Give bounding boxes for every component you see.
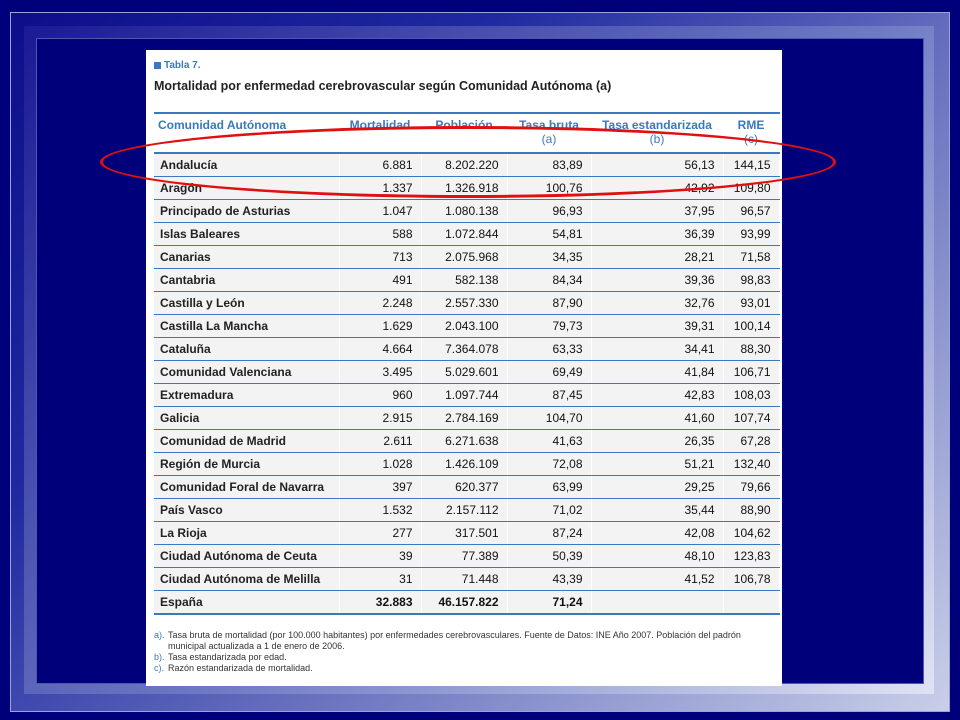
table-cell: 83,89 (507, 153, 591, 177)
column-header-label: RME (737, 118, 765, 132)
table-cell: 51,21 (591, 453, 723, 476)
table-cell: 98,83 (723, 269, 779, 292)
table-cell: 41,63 (507, 430, 591, 453)
table-cell: 4.664 (339, 338, 421, 361)
table-cell: 77.389 (421, 545, 507, 568)
row-label: Aragón (154, 177, 339, 200)
table-cell: 960 (339, 384, 421, 407)
column-header (421, 113, 507, 153)
table-cell: 34,35 (507, 246, 591, 269)
table-notes (154, 630, 774, 674)
table-row (154, 522, 779, 545)
table-cell: 93,99 (723, 223, 779, 246)
table-row (154, 407, 779, 430)
row-label: Castilla La Mancha (154, 315, 339, 338)
note-item (154, 652, 774, 663)
table-row (154, 361, 779, 384)
table-cell: 2.557.330 (421, 292, 507, 315)
table-cell: 46.157.822 (421, 591, 507, 615)
table-cell: 87,24 (507, 522, 591, 545)
note-item (154, 663, 774, 674)
table-cell: 1.080.138 (421, 200, 507, 223)
table-cell: 32.883 (339, 591, 421, 615)
table-cell: 713 (339, 246, 421, 269)
table-cell: 79,66 (723, 476, 779, 499)
column-header-label: Comunidad Autónoma (158, 118, 287, 132)
table-cell: 397 (339, 476, 421, 499)
table-cell: 107,74 (723, 407, 779, 430)
table-cell: 50,39 (507, 545, 591, 568)
table-cell: 582.138 (421, 269, 507, 292)
table-tag (154, 60, 201, 71)
table-cell: 2.043.100 (421, 315, 507, 338)
table-cell: 104,62 (723, 522, 779, 545)
column-header (591, 113, 723, 153)
table-cell: 1.028 (339, 453, 421, 476)
note-text: Tasa bruta de mortalidad (por 100.000 habitantes) por enfermedades cerebrovasculares. Fuente de Datos: INE Año 2007. Población del padrón municipal actualizada a 1 de enero de 2006. (168, 630, 741, 651)
row-label: País Vasco (154, 499, 339, 522)
table-cell: 88,30 (723, 338, 779, 361)
table-cell: 491 (339, 269, 421, 292)
column-header (154, 113, 339, 153)
table-cell: 1.532 (339, 499, 421, 522)
table-row (154, 200, 779, 223)
table-cell: 63,33 (507, 338, 591, 361)
table-cell: 2.784.169 (421, 407, 507, 430)
table-row (154, 223, 779, 246)
table-cell: 620.377 (421, 476, 507, 499)
column-header-note: (c) (744, 132, 758, 146)
row-label: Galicia (154, 407, 339, 430)
table-cell: 100,76 (507, 177, 591, 200)
table-cell: 317.501 (421, 522, 507, 545)
table-cell: 132,40 (723, 453, 779, 476)
row-label: Región de Murcia (154, 453, 339, 476)
table-row (154, 315, 779, 338)
table-figure (146, 50, 782, 686)
table-row (154, 545, 779, 568)
row-label: Comunidad Valenciana (154, 361, 339, 384)
column-header-note: (b) (649, 132, 665, 146)
table-cell: 32,76 (591, 292, 723, 315)
table-cell: 42,08 (591, 522, 723, 545)
table-cell: 1.047 (339, 200, 421, 223)
table-header-row (154, 113, 779, 153)
table-row (154, 338, 779, 361)
table-total-row (154, 591, 779, 615)
table-cell: 106,71 (723, 361, 779, 384)
table-cell: 1.337 (339, 177, 421, 200)
table-cell: 29,25 (591, 476, 723, 499)
table-cell: 109,80 (723, 177, 779, 200)
table-cell: 6.271.638 (421, 430, 507, 453)
table-row (154, 568, 779, 591)
table-cell: 72,08 (507, 453, 591, 476)
column-header-note: (a) (541, 132, 557, 146)
column-header-label: Tasa bruta (519, 118, 579, 132)
row-label: Canarias (154, 246, 339, 269)
table-cell: 2.248 (339, 292, 421, 315)
column-header (339, 113, 421, 153)
table-cell: 88,90 (723, 499, 779, 522)
table-cell: 8.202.220 (421, 153, 507, 177)
table-row (154, 499, 779, 522)
table-cell: 6.881 (339, 153, 421, 177)
table-cell: 1.097.744 (421, 384, 507, 407)
column-header-label: Población (435, 118, 493, 132)
table-cell: 87,90 (507, 292, 591, 315)
table-body (154, 153, 779, 614)
note-key: a). (154, 630, 165, 640)
table-cell: 42,83 (591, 384, 723, 407)
table-cell: 2.075.968 (421, 246, 507, 269)
table-row (154, 292, 779, 315)
row-label: Comunidad Foral de Navarra (154, 476, 339, 499)
table-cell: 96,57 (723, 200, 779, 223)
table-cell: 39,36 (591, 269, 723, 292)
table-cell: 41,84 (591, 361, 723, 384)
note-text: Tasa estandarizada por edad. (168, 652, 287, 662)
column-header-label: Mortalidad (349, 118, 411, 132)
table-cell: 41,60 (591, 407, 723, 430)
table-row (154, 453, 779, 476)
row-label: Comunidad de Madrid (154, 430, 339, 453)
note-item (154, 630, 774, 652)
table-cell: 7.364.078 (421, 338, 507, 361)
table-cell: 39,31 (591, 315, 723, 338)
table-cell: 28,21 (591, 246, 723, 269)
table-cell: 277 (339, 522, 421, 545)
table-cell: 2.157.112 (421, 499, 507, 522)
table-cell: 144,15 (723, 153, 779, 177)
table-cell: 1.629 (339, 315, 421, 338)
table-cell: 71,02 (507, 499, 591, 522)
table-cell: 54,81 (507, 223, 591, 246)
row-label: Cataluña (154, 338, 339, 361)
table-cell: 1.072.844 (421, 223, 507, 246)
table-row (154, 153, 779, 177)
table-cell: 123,83 (723, 545, 779, 568)
row-label: Islas Baleares (154, 223, 339, 246)
column-header (507, 113, 591, 153)
table-cell: 41,52 (591, 568, 723, 591)
table-cell (591, 591, 723, 615)
table-cell: 84,34 (507, 269, 591, 292)
row-label: Andalucía (154, 153, 339, 177)
table-cell (723, 591, 779, 615)
data-table (154, 112, 780, 615)
table-cell: 69,49 (507, 361, 591, 384)
table-cell: 48,10 (591, 545, 723, 568)
table-cell: 71.448 (421, 568, 507, 591)
table-cell: 5.029.601 (421, 361, 507, 384)
table-cell: 93,01 (723, 292, 779, 315)
table-cell: 96,93 (507, 200, 591, 223)
table-row (154, 269, 779, 292)
table-row (154, 430, 779, 453)
table-row (154, 177, 779, 200)
table-cell: 67,28 (723, 430, 779, 453)
note-key: b). (154, 652, 165, 662)
table-cell: 1.326.918 (421, 177, 507, 200)
table-title: Mortalidad por enfermedad cerebrovascular según Comunidad Autónoma (a) (154, 79, 612, 93)
note-text: Razón estandarizada de mortalidad. (168, 663, 313, 673)
table-cell: 63,99 (507, 476, 591, 499)
table-cell: 71,58 (723, 246, 779, 269)
column-header (723, 113, 779, 153)
table-row (154, 476, 779, 499)
column-header-label: Tasa estandarizada (602, 118, 712, 132)
square-icon (154, 62, 161, 69)
table-cell: 3.495 (339, 361, 421, 384)
table-cell: 26,35 (591, 430, 723, 453)
row-label: La Rioja (154, 522, 339, 545)
table-tag-label: Tabla 7. (164, 60, 201, 71)
table-cell: 588 (339, 223, 421, 246)
table-cell: 100,14 (723, 315, 779, 338)
row-label: Cantabria (154, 269, 339, 292)
table-cell: 36,39 (591, 223, 723, 246)
note-key: c). (154, 663, 164, 673)
row-label: Ciudad Autónoma de Ceuta (154, 545, 339, 568)
table-row (154, 246, 779, 269)
table-cell: 87,45 (507, 384, 591, 407)
table-cell: 106,78 (723, 568, 779, 591)
table-cell: 34,41 (591, 338, 723, 361)
table-cell: 42,92 (591, 177, 723, 200)
table-cell: 104,70 (507, 407, 591, 430)
row-label: España (154, 591, 339, 615)
table-cell: 2.915 (339, 407, 421, 430)
row-label: Extremadura (154, 384, 339, 407)
table-cell: 71,24 (507, 591, 591, 615)
table-cell: 108,03 (723, 384, 779, 407)
table-cell: 43,39 (507, 568, 591, 591)
table-row (154, 384, 779, 407)
table-cell: 79,73 (507, 315, 591, 338)
table-cell: 35,44 (591, 499, 723, 522)
table-cell: 31 (339, 568, 421, 591)
row-label: Castilla y León (154, 292, 339, 315)
table-cell: 1.426.109 (421, 453, 507, 476)
table-cell: 56,13 (591, 153, 723, 177)
table-cell: 37,95 (591, 200, 723, 223)
row-label: Ciudad Autónoma de Melilla (154, 568, 339, 591)
table-cell: 39 (339, 545, 421, 568)
table-cell: 2.611 (339, 430, 421, 453)
row-label: Principado de Asturias (154, 200, 339, 223)
